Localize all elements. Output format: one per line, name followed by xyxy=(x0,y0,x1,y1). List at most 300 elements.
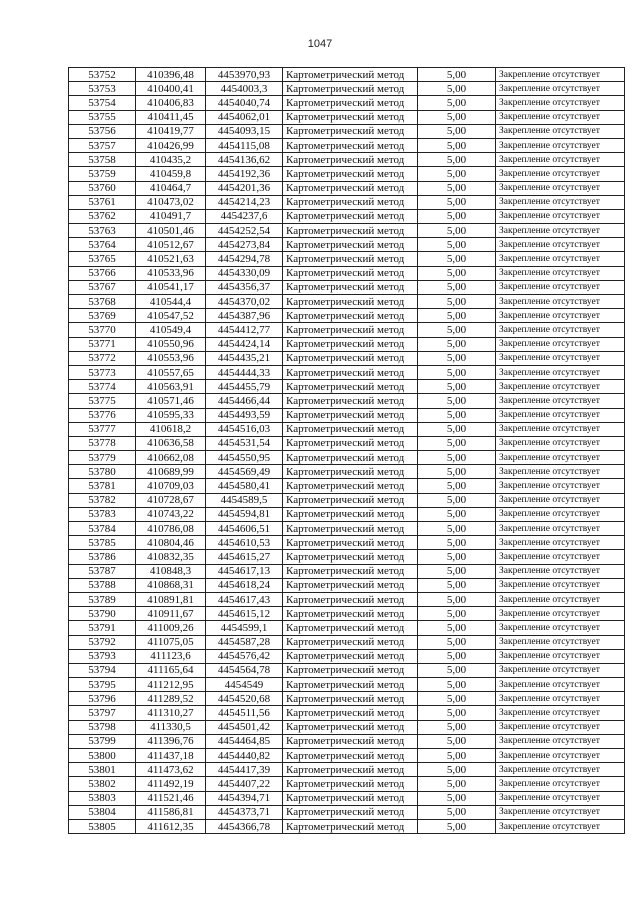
x-coordinate-cell: 410549,4 xyxy=(136,323,206,337)
accuracy-cell: 5,00 xyxy=(418,692,496,706)
method-cell: Картометрический метод xyxy=(283,635,418,649)
x-coordinate-cell: 410911,67 xyxy=(136,607,206,621)
table-row xyxy=(69,706,625,720)
fixation-cell: Закрепление отсутствует xyxy=(496,706,625,720)
table-row xyxy=(69,380,625,394)
coordinates-table-body xyxy=(69,68,625,834)
table-row xyxy=(69,550,625,564)
table-row xyxy=(69,309,625,323)
accuracy-cell: 5,00 xyxy=(418,592,496,606)
table-row xyxy=(69,408,625,422)
x-coordinate-cell: 411492,19 xyxy=(136,777,206,791)
accuracy-cell: 5,00 xyxy=(418,138,496,152)
table-row xyxy=(69,96,625,110)
x-coordinate-cell: 411075,05 xyxy=(136,635,206,649)
fixation-cell: Закрепление отсутствует xyxy=(496,451,625,465)
y-coordinate-cell: 4453970,93 xyxy=(206,68,283,82)
table-row xyxy=(69,720,625,734)
x-coordinate-cell: 410553,96 xyxy=(136,351,206,365)
fixation-cell: Закрепление отсутствует xyxy=(496,380,625,394)
y-coordinate-cell: 4454617,13 xyxy=(206,564,283,578)
point-number-cell: 53791 xyxy=(69,621,136,635)
y-coordinate-cell: 4454550,95 xyxy=(206,451,283,465)
method-cell: Картометрический метод xyxy=(283,493,418,507)
y-coordinate-cell: 4454373,71 xyxy=(206,805,283,819)
fixation-cell: Закрепление отсутствует xyxy=(496,607,625,621)
method-cell: Картометрический метод xyxy=(283,791,418,805)
x-coordinate-cell: 411473,62 xyxy=(136,763,206,777)
method-cell: Картометрический метод xyxy=(283,805,418,819)
x-coordinate-cell: 410406,83 xyxy=(136,96,206,110)
method-cell: Картометрический метод xyxy=(283,337,418,351)
x-coordinate-cell: 411612,35 xyxy=(136,819,206,833)
method-cell: Картометрический метод xyxy=(283,749,418,763)
point-number-cell: 53763 xyxy=(69,224,136,238)
x-coordinate-cell: 410689,99 xyxy=(136,465,206,479)
point-number-cell: 53752 xyxy=(69,68,136,82)
point-number-cell: 53802 xyxy=(69,777,136,791)
x-coordinate-cell: 410512,67 xyxy=(136,238,206,252)
y-coordinate-cell: 4454192,36 xyxy=(206,167,283,181)
accuracy-cell: 5,00 xyxy=(418,479,496,493)
accuracy-cell: 5,00 xyxy=(418,266,496,280)
table-row xyxy=(69,819,625,833)
table-row xyxy=(69,663,625,677)
accuracy-cell: 5,00 xyxy=(418,720,496,734)
fixation-cell: Закрепление отсутствует xyxy=(496,635,625,649)
point-number-cell: 53759 xyxy=(69,167,136,181)
table-row xyxy=(69,153,625,167)
point-number-cell: 53755 xyxy=(69,110,136,124)
table-row xyxy=(69,252,625,266)
x-coordinate-cell: 410662,08 xyxy=(136,451,206,465)
point-number-cell: 53779 xyxy=(69,451,136,465)
accuracy-cell: 5,00 xyxy=(418,280,496,294)
y-coordinate-cell: 4454394,71 xyxy=(206,791,283,805)
fixation-cell: Закрепление отсутствует xyxy=(496,564,625,578)
x-coordinate-cell: 410595,33 xyxy=(136,408,206,422)
fixation-cell: Закрепление отсутствует xyxy=(496,167,625,181)
y-coordinate-cell: 4454576,42 xyxy=(206,649,283,663)
accuracy-cell: 5,00 xyxy=(418,649,496,663)
table-row xyxy=(69,124,625,138)
method-cell: Картометрический метод xyxy=(283,564,418,578)
y-coordinate-cell: 4454615,27 xyxy=(206,550,283,564)
method-cell: Картометрический метод xyxy=(283,209,418,223)
accuracy-cell: 5,00 xyxy=(418,96,496,110)
accuracy-cell: 5,00 xyxy=(418,734,496,748)
x-coordinate-cell: 410501,46 xyxy=(136,224,206,238)
table-row xyxy=(69,678,625,692)
x-coordinate-cell: 410636,58 xyxy=(136,436,206,450)
fixation-cell: Закрепление отсутствует xyxy=(496,337,625,351)
method-cell: Картометрический метод xyxy=(283,621,418,635)
table-row xyxy=(69,479,625,493)
table-row xyxy=(69,280,625,294)
table-row xyxy=(69,507,625,521)
x-coordinate-cell: 410419,77 xyxy=(136,124,206,138)
y-coordinate-cell: 4454435,21 xyxy=(206,351,283,365)
y-coordinate-cell: 4454093,15 xyxy=(206,124,283,138)
table-row xyxy=(69,621,625,635)
accuracy-cell: 5,00 xyxy=(418,238,496,252)
method-cell: Картометрический метод xyxy=(283,153,418,167)
point-number-cell: 53792 xyxy=(69,635,136,649)
y-coordinate-cell: 4454569,49 xyxy=(206,465,283,479)
x-coordinate-cell: 410411,45 xyxy=(136,110,206,124)
fixation-cell: Закрепление отсутствует xyxy=(496,749,625,763)
y-coordinate-cell: 4454531,54 xyxy=(206,436,283,450)
y-coordinate-cell: 4454366,78 xyxy=(206,819,283,833)
fixation-cell: Закрепление отсутствует xyxy=(496,138,625,152)
fixation-cell: Закрепление отсутствует xyxy=(496,649,625,663)
method-cell: Картометрический метод xyxy=(283,592,418,606)
point-number-cell: 53789 xyxy=(69,592,136,606)
method-cell: Картометрический метод xyxy=(283,323,418,337)
accuracy-cell: 5,00 xyxy=(418,621,496,635)
x-coordinate-cell: 410550,96 xyxy=(136,337,206,351)
method-cell: Картометрический метод xyxy=(283,507,418,521)
x-coordinate-cell: 411310,27 xyxy=(136,706,206,720)
accuracy-cell: 5,00 xyxy=(418,805,496,819)
y-coordinate-cell: 4454606,51 xyxy=(206,522,283,536)
table-row xyxy=(69,635,625,649)
table-row xyxy=(69,578,625,592)
x-coordinate-cell: 410547,52 xyxy=(136,309,206,323)
x-coordinate-cell: 411521,46 xyxy=(136,791,206,805)
point-number-cell: 53798 xyxy=(69,720,136,734)
x-coordinate-cell: 411396,76 xyxy=(136,734,206,748)
fixation-cell: Закрепление отсутствует xyxy=(496,280,625,294)
x-coordinate-cell: 410848,3 xyxy=(136,564,206,578)
method-cell: Картометрический метод xyxy=(283,351,418,365)
y-coordinate-cell: 4454214,23 xyxy=(206,195,283,209)
y-coordinate-cell: 4454201,36 xyxy=(206,181,283,195)
x-coordinate-cell: 410544,4 xyxy=(136,295,206,309)
point-number-cell: 53782 xyxy=(69,493,136,507)
accuracy-cell: 5,00 xyxy=(418,337,496,351)
y-coordinate-cell: 4454330,09 xyxy=(206,266,283,280)
point-number-cell: 53768 xyxy=(69,295,136,309)
method-cell: Картометрический метод xyxy=(283,522,418,536)
method-cell: Картометрический метод xyxy=(283,422,418,436)
method-cell: Картометрический метод xyxy=(283,408,418,422)
point-number-cell: 53795 xyxy=(69,678,136,692)
x-coordinate-cell: 410541,17 xyxy=(136,280,206,294)
method-cell: Картометрический метод xyxy=(283,578,418,592)
fixation-cell: Закрепление отсутствует xyxy=(496,592,625,606)
table-row xyxy=(69,734,625,748)
fixation-cell: Закрепление отсутствует xyxy=(496,124,625,138)
y-coordinate-cell: 4454370,02 xyxy=(206,295,283,309)
table-row xyxy=(69,436,625,450)
point-number-cell: 53767 xyxy=(69,280,136,294)
accuracy-cell: 5,00 xyxy=(418,791,496,805)
point-number-cell: 53762 xyxy=(69,209,136,223)
fixation-cell: Закрепление отсутствует xyxy=(496,436,625,450)
accuracy-cell: 5,00 xyxy=(418,536,496,550)
accuracy-cell: 5,00 xyxy=(418,451,496,465)
table-row xyxy=(69,692,625,706)
table-row xyxy=(69,805,625,819)
method-cell: Картометрический метод xyxy=(283,536,418,550)
fixation-cell: Закрепление отсутствует xyxy=(496,394,625,408)
y-coordinate-cell: 4454466,44 xyxy=(206,394,283,408)
x-coordinate-cell: 410426,99 xyxy=(136,138,206,152)
x-coordinate-cell: 411437,18 xyxy=(136,749,206,763)
table-row xyxy=(69,82,625,96)
point-number-cell: 53766 xyxy=(69,266,136,280)
y-coordinate-cell: 4454444,33 xyxy=(206,365,283,379)
fixation-cell: Закрепление отсутствует xyxy=(496,295,625,309)
point-number-cell: 53777 xyxy=(69,422,136,436)
table-row xyxy=(69,451,625,465)
method-cell: Картометрический метод xyxy=(283,138,418,152)
accuracy-cell: 5,00 xyxy=(418,763,496,777)
y-coordinate-cell: 4454549 xyxy=(206,678,283,692)
point-number-cell: 53781 xyxy=(69,479,136,493)
point-number-cell: 53804 xyxy=(69,805,136,819)
fixation-cell: Закрепление отсутствует xyxy=(496,266,625,280)
page-number: 1047 xyxy=(307,38,333,50)
fixation-cell: Закрепление отсутствует xyxy=(496,68,625,82)
x-coordinate-cell: 410709,03 xyxy=(136,479,206,493)
accuracy-cell: 5,00 xyxy=(418,749,496,763)
y-coordinate-cell: 4454417,39 xyxy=(206,763,283,777)
x-coordinate-cell: 410533,96 xyxy=(136,266,206,280)
y-coordinate-cell: 4454273,84 xyxy=(206,238,283,252)
point-number-cell: 53805 xyxy=(69,819,136,833)
x-coordinate-cell: 410804,46 xyxy=(136,536,206,550)
fixation-cell: Закрепление отсутствует xyxy=(496,805,625,819)
method-cell: Картометрический метод xyxy=(283,692,418,706)
point-number-cell: 53803 xyxy=(69,791,136,805)
fixation-cell: Закрепление отсутствует xyxy=(496,209,625,223)
y-coordinate-cell: 4454237,6 xyxy=(206,209,283,223)
y-coordinate-cell: 4454440,82 xyxy=(206,749,283,763)
y-coordinate-cell: 4454412,77 xyxy=(206,323,283,337)
x-coordinate-cell: 410743,22 xyxy=(136,507,206,521)
fixation-cell: Закрепление отсутствует xyxy=(496,153,625,167)
point-number-cell: 53772 xyxy=(69,351,136,365)
fixation-cell: Закрепление отсутствует xyxy=(496,82,625,96)
method-cell: Картометрический метод xyxy=(283,238,418,252)
fixation-cell: Закрепление отсутствует xyxy=(496,408,625,422)
x-coordinate-cell: 410396,48 xyxy=(136,68,206,82)
fixation-cell: Закрепление отсутствует xyxy=(496,351,625,365)
point-number-cell: 53796 xyxy=(69,692,136,706)
accuracy-cell: 5,00 xyxy=(418,153,496,167)
accuracy-cell: 5,00 xyxy=(418,507,496,521)
table-row xyxy=(69,465,625,479)
accuracy-cell: 5,00 xyxy=(418,209,496,223)
accuracy-cell: 5,00 xyxy=(418,82,496,96)
method-cell: Картометрический метод xyxy=(283,252,418,266)
y-coordinate-cell: 4454511,56 xyxy=(206,706,283,720)
table-row xyxy=(69,564,625,578)
y-coordinate-cell: 4454520,68 xyxy=(206,692,283,706)
point-number-cell: 53765 xyxy=(69,252,136,266)
point-number-cell: 53757 xyxy=(69,138,136,152)
accuracy-cell: 5,00 xyxy=(418,365,496,379)
table-row xyxy=(69,749,625,763)
point-number-cell: 53754 xyxy=(69,96,136,110)
y-coordinate-cell: 4454115,08 xyxy=(206,138,283,152)
fixation-cell: Закрепление отсутствует xyxy=(496,181,625,195)
table-row xyxy=(69,592,625,606)
point-number-cell: 53764 xyxy=(69,238,136,252)
point-number-cell: 53799 xyxy=(69,734,136,748)
method-cell: Картометрический метод xyxy=(283,295,418,309)
accuracy-cell: 5,00 xyxy=(418,607,496,621)
point-number-cell: 53797 xyxy=(69,706,136,720)
method-cell: Картометрический метод xyxy=(283,451,418,465)
y-coordinate-cell: 4454356,37 xyxy=(206,280,283,294)
fixation-cell: Закрепление отсутствует xyxy=(496,507,625,521)
method-cell: Картометрический метод xyxy=(283,479,418,493)
method-cell: Картометрический метод xyxy=(283,649,418,663)
fixation-cell: Закрепление отсутствует xyxy=(496,365,625,379)
accuracy-cell: 5,00 xyxy=(418,380,496,394)
y-coordinate-cell: 4454003,3 xyxy=(206,82,283,96)
x-coordinate-cell: 411123,6 xyxy=(136,649,206,663)
accuracy-cell: 5,00 xyxy=(418,408,496,422)
point-number-cell: 53787 xyxy=(69,564,136,578)
fixation-cell: Закрепление отсутствует xyxy=(496,195,625,209)
x-coordinate-cell: 410563,91 xyxy=(136,380,206,394)
fixation-cell: Закрепление отсутствует xyxy=(496,465,625,479)
table-row xyxy=(69,763,625,777)
point-number-cell: 53775 xyxy=(69,394,136,408)
table-row xyxy=(69,522,625,536)
y-coordinate-cell: 4454424,14 xyxy=(206,337,283,351)
point-number-cell: 53769 xyxy=(69,309,136,323)
fixation-cell: Закрепление отсутствует xyxy=(496,663,625,677)
point-number-cell: 53778 xyxy=(69,436,136,450)
method-cell: Картометрический метод xyxy=(283,195,418,209)
x-coordinate-cell: 410521,63 xyxy=(136,252,206,266)
fixation-cell: Закрепление отсутствует xyxy=(496,763,625,777)
method-cell: Картометрический метод xyxy=(283,309,418,323)
point-number-cell: 53758 xyxy=(69,153,136,167)
x-coordinate-cell: 411289,52 xyxy=(136,692,206,706)
y-coordinate-cell: 4454464,85 xyxy=(206,734,283,748)
fixation-cell: Закрепление отсутствует xyxy=(496,536,625,550)
table-row xyxy=(69,337,625,351)
x-coordinate-cell: 410891,81 xyxy=(136,592,206,606)
accuracy-cell: 5,00 xyxy=(418,522,496,536)
table-row xyxy=(69,138,625,152)
fixation-cell: Закрепление отсутствует xyxy=(496,309,625,323)
point-number-cell: 53801 xyxy=(69,763,136,777)
y-coordinate-cell: 4454407,22 xyxy=(206,777,283,791)
fixation-cell: Закрепление отсутствует xyxy=(496,777,625,791)
accuracy-cell: 5,00 xyxy=(418,195,496,209)
fixation-cell: Закрепление отсутствует xyxy=(496,323,625,337)
fixation-cell: Закрепление отсутствует xyxy=(496,819,625,833)
table-row xyxy=(69,791,625,805)
accuracy-cell: 5,00 xyxy=(418,663,496,677)
fixation-cell: Закрепление отсутствует xyxy=(496,252,625,266)
x-coordinate-cell: 410473,02 xyxy=(136,195,206,209)
y-coordinate-cell: 4454387,96 xyxy=(206,309,283,323)
fixation-cell: Закрепление отсутствует xyxy=(496,110,625,124)
x-coordinate-cell: 410728,67 xyxy=(136,493,206,507)
y-coordinate-cell: 4454587,28 xyxy=(206,635,283,649)
table-row xyxy=(69,365,625,379)
accuracy-cell: 5,00 xyxy=(418,819,496,833)
y-coordinate-cell: 4454493,59 xyxy=(206,408,283,422)
accuracy-cell: 5,00 xyxy=(418,295,496,309)
x-coordinate-cell: 410832,35 xyxy=(136,550,206,564)
y-coordinate-cell: 4454618,24 xyxy=(206,578,283,592)
table-row xyxy=(69,536,625,550)
x-coordinate-cell: 411009,26 xyxy=(136,621,206,635)
table-row xyxy=(69,351,625,365)
y-coordinate-cell: 4454580,41 xyxy=(206,479,283,493)
x-coordinate-cell: 411165,64 xyxy=(136,663,206,677)
point-number-cell: 53800 xyxy=(69,749,136,763)
y-coordinate-cell: 4454501,42 xyxy=(206,720,283,734)
fixation-cell: Закрепление отсутствует xyxy=(496,96,625,110)
x-coordinate-cell: 410491,7 xyxy=(136,209,206,223)
y-coordinate-cell: 4454455,79 xyxy=(206,380,283,394)
fixation-cell: Закрепление отсутствует xyxy=(496,720,625,734)
fixation-cell: Закрепление отсутствует xyxy=(496,734,625,748)
x-coordinate-cell: 411586,81 xyxy=(136,805,206,819)
x-coordinate-cell: 410786,08 xyxy=(136,522,206,536)
method-cell: Картометрический метод xyxy=(283,734,418,748)
table-row xyxy=(69,607,625,621)
accuracy-cell: 5,00 xyxy=(418,465,496,479)
accuracy-cell: 5,00 xyxy=(418,110,496,124)
accuracy-cell: 5,00 xyxy=(418,309,496,323)
y-coordinate-cell: 4454615,12 xyxy=(206,607,283,621)
x-coordinate-cell: 410557,65 xyxy=(136,365,206,379)
x-coordinate-cell: 410464,7 xyxy=(136,181,206,195)
method-cell: Картометрический метод xyxy=(283,224,418,238)
method-cell: Картометрический метод xyxy=(283,380,418,394)
point-number-cell: 53780 xyxy=(69,465,136,479)
method-cell: Картометрический метод xyxy=(283,365,418,379)
point-number-cell: 53753 xyxy=(69,82,136,96)
point-number-cell: 53786 xyxy=(69,550,136,564)
coordinates-table xyxy=(68,67,625,834)
accuracy-cell: 5,00 xyxy=(418,422,496,436)
accuracy-cell: 5,00 xyxy=(418,167,496,181)
x-coordinate-cell: 410571,46 xyxy=(136,394,206,408)
fixation-cell: Закрепление отсутствует xyxy=(496,422,625,436)
method-cell: Картометрический метод xyxy=(283,550,418,564)
accuracy-cell: 5,00 xyxy=(418,777,496,791)
table-row xyxy=(69,224,625,238)
table-row xyxy=(69,777,625,791)
accuracy-cell: 5,00 xyxy=(418,578,496,592)
table-row xyxy=(69,68,625,82)
y-coordinate-cell: 4454589,5 xyxy=(206,493,283,507)
point-number-cell: 53784 xyxy=(69,522,136,536)
x-coordinate-cell: 410868,31 xyxy=(136,578,206,592)
table-row xyxy=(69,195,625,209)
accuracy-cell: 5,00 xyxy=(418,436,496,450)
accuracy-cell: 5,00 xyxy=(418,678,496,692)
method-cell: Картометрический метод xyxy=(283,663,418,677)
method-cell: Картометрический метод xyxy=(283,68,418,82)
point-number-cell: 53793 xyxy=(69,649,136,663)
accuracy-cell: 5,00 xyxy=(418,394,496,408)
y-coordinate-cell: 4454252,54 xyxy=(206,224,283,238)
table-row xyxy=(69,394,625,408)
